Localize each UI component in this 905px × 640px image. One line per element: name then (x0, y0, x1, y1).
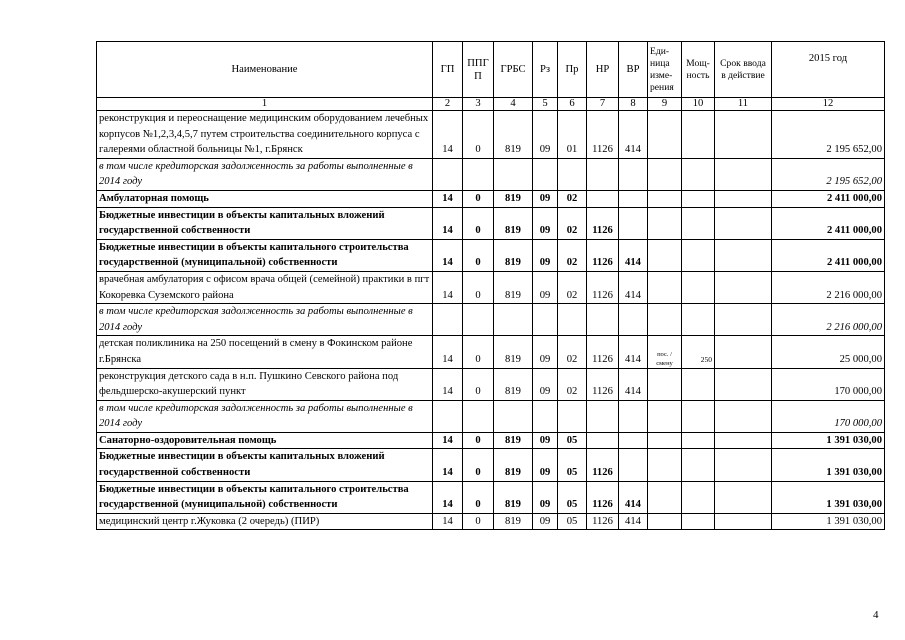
cell-nr: 1126 (587, 481, 619, 513)
cell-nr: 1126 (587, 239, 619, 271)
header-ppgp-line1: ППГ (467, 57, 489, 69)
cell-unit (648, 158, 682, 190)
column-number: 7 (587, 98, 619, 111)
cell-rz: 09 (533, 271, 558, 303)
cell-ppgp: 0 (463, 449, 494, 481)
cell-nr (587, 158, 619, 190)
row-name: Санаторно-оздоровительная помощь (97, 432, 433, 449)
cell-gp: 14 (433, 368, 463, 400)
cell-ppgp (463, 400, 494, 432)
column-number: 2 (433, 98, 463, 111)
table-row (97, 207, 885, 239)
cell-nr: 1126 (587, 336, 619, 368)
header-term (715, 42, 772, 98)
header-pr: Пр (558, 42, 587, 98)
cell-grbs: 819 (494, 336, 533, 368)
table-row (97, 481, 885, 513)
row-name: в том числе кредиторская задолженность за работы выполненные в 2014 году (97, 304, 433, 336)
cell-grbs (494, 158, 533, 190)
row-name: детская поликлиника на 250 посещений в смену в Фокинском районе г.Брянска (97, 336, 433, 368)
cell-pr: 02 (558, 190, 587, 207)
cell-gp (433, 400, 463, 432)
cell-gp: 14 (433, 513, 463, 530)
row-name: врачебная амбулатория с офисом врача общей (семейной) практики в пгт Кокоревка Суземского района (97, 271, 433, 303)
row-name: в том числе кредиторская задолженность за работы выполненные в 2014 году (97, 400, 433, 432)
cell-power (682, 481, 715, 513)
cell-nr: 1126 (587, 271, 619, 303)
cell-ppgp: 0 (463, 513, 494, 530)
cell-ppgp: 0 (463, 190, 494, 207)
cell-power (682, 207, 715, 239)
cell-vr: 414 (619, 513, 648, 530)
cell-unit (648, 400, 682, 432)
table-row (97, 449, 885, 481)
row-name: Бюджетные инвестиции в объекты капитального строительства государственной (муниципальной) собственности (97, 239, 433, 271)
cell-grbs: 819 (494, 368, 533, 400)
column-number: 3 (463, 98, 494, 111)
cell-ppgp (463, 158, 494, 190)
cell-gp: 14 (433, 239, 463, 271)
cell-power (682, 368, 715, 400)
cell-term (715, 207, 772, 239)
cell-amount: 2 411 000,00 (772, 239, 885, 271)
header-nr: НР (587, 42, 619, 98)
column-number: 6 (558, 98, 587, 111)
table-row (97, 111, 885, 159)
table-row (97, 513, 885, 530)
cell-rz: 09 (533, 449, 558, 481)
cell-pr (558, 400, 587, 432)
cell-gp (433, 158, 463, 190)
table-row (97, 271, 885, 303)
cell-rz: 09 (533, 432, 558, 449)
cell-term (715, 432, 772, 449)
cell-amount: 2 411 000,00 (772, 190, 885, 207)
cell-gp: 14 (433, 336, 463, 368)
cell-ppgp: 0 (463, 336, 494, 368)
cell-term (715, 336, 772, 368)
cell-term (715, 158, 772, 190)
cell-amount: 170 000,00 (772, 368, 885, 400)
column-number: 5 (533, 98, 558, 111)
cell-grbs: 819 (494, 481, 533, 513)
cell-vr: 414 (619, 239, 648, 271)
cell-amount: 2 195 652,00 (772, 111, 885, 159)
cell-gp (433, 304, 463, 336)
header-gp: ГП (433, 42, 463, 98)
cell-vr (619, 432, 648, 449)
cell-ppgp: 0 (463, 239, 494, 271)
cell-nr: 1126 (587, 513, 619, 530)
cell-unit (648, 368, 682, 400)
cell-ppgp: 0 (463, 481, 494, 513)
cell-vr (619, 400, 648, 432)
cell-power (682, 449, 715, 481)
cell-rz: 09 (533, 111, 558, 159)
cell-term (715, 449, 772, 481)
cell-pr: 05 (558, 513, 587, 530)
budget-table (96, 41, 885, 530)
cell-grbs: 819 (494, 271, 533, 303)
cell-term (715, 239, 772, 271)
table-row (97, 432, 885, 449)
cell-grbs (494, 400, 533, 432)
cell-grbs (494, 304, 533, 336)
cell-amount: 25 000,00 (772, 336, 885, 368)
cell-grbs: 819 (494, 432, 533, 449)
cell-grbs: 819 (494, 111, 533, 159)
cell-vr: 414 (619, 111, 648, 159)
cell-term (715, 400, 772, 432)
cell-rz: 09 (533, 190, 558, 207)
cell-pr: 01 (558, 111, 587, 159)
cell-term (715, 271, 772, 303)
row-name: Амбулаторная помощь (97, 190, 433, 207)
table-row (97, 158, 885, 190)
cell-ppgp: 0 (463, 432, 494, 449)
cell-pr: 02 (558, 207, 587, 239)
cell-gp: 14 (433, 432, 463, 449)
cell-ppgp: 0 (463, 368, 494, 400)
cell-term (715, 513, 772, 530)
cell-unit (648, 190, 682, 207)
cell-vr: 414 (619, 271, 648, 303)
cell-rz (533, 400, 558, 432)
cell-vr: 414 (619, 481, 648, 513)
cell-unit (648, 304, 682, 336)
cell-grbs: 819 (494, 190, 533, 207)
cell-grbs: 819 (494, 513, 533, 530)
cell-gp: 14 (433, 190, 463, 207)
cell-amount: 1 391 030,00 (772, 432, 885, 449)
cell-amount: 170 000,00 (772, 400, 885, 432)
cell-pr: 02 (558, 271, 587, 303)
cell-unit (648, 432, 682, 449)
cell-nr (587, 190, 619, 207)
row-name: реконструкция и переоснащение медицинским оборудованием лечебных корпусов №1,2,3,4,5,7 путем строительства соединительного корпуса с галереями областной больницы №1, г.Брянск (97, 111, 433, 159)
cell-ppgp (463, 304, 494, 336)
column-number: 9 (648, 98, 682, 111)
header-rz: Рз (533, 42, 558, 98)
cell-term (715, 111, 772, 159)
cell-vr (619, 304, 648, 336)
cell-term (715, 190, 772, 207)
cell-nr (587, 400, 619, 432)
cell-vr (619, 158, 648, 190)
header-power (682, 42, 715, 98)
cell-unit (648, 271, 682, 303)
cell-amount: 2 216 000,00 (772, 304, 885, 336)
page-number: 4 (873, 609, 879, 621)
header-power-line1: Мощ- (686, 57, 710, 69)
cell-unit (648, 481, 682, 513)
header-grbs: ГРБС (494, 42, 533, 98)
cell-vr: 414 (619, 368, 648, 400)
header-term-line2: в действие (721, 69, 765, 81)
cell-unit (648, 513, 682, 530)
row-name: Бюджетные инвестиции в объекты капитальных вложений государственной собственности (97, 207, 433, 239)
cell-unit (648, 111, 682, 159)
cell-rz: 09 (533, 207, 558, 239)
header-unit-line1: Еди- (650, 45, 670, 57)
row-name: Бюджетные инвестиции в объекты капитальных вложений государственной собственности (97, 449, 433, 481)
cell-power (682, 400, 715, 432)
cell-nr: 1126 (587, 368, 619, 400)
cell-power (682, 111, 715, 159)
cell-unit (648, 239, 682, 271)
column-number: 1 (97, 98, 433, 111)
table-row (97, 368, 885, 400)
cell-rz: 09 (533, 239, 558, 271)
cell-grbs: 819 (494, 207, 533, 239)
row-name: реконструкция детского сада в н.п. Пушкино Севского района под фельдшерско-акушерский пункт (97, 368, 433, 400)
cell-gp: 14 (433, 111, 463, 159)
cell-nr (587, 304, 619, 336)
cell-unit (648, 449, 682, 481)
cell-rz: 09 (533, 336, 558, 368)
cell-amount: 2 216 000,00 (772, 271, 885, 303)
cell-rz: 09 (533, 368, 558, 400)
column-number: 10 (682, 98, 715, 111)
column-number: 4 (494, 98, 533, 111)
cell-ppgp: 0 (463, 207, 494, 239)
cell-pr: 02 (558, 336, 587, 368)
column-number: 11 (715, 98, 772, 111)
cell-term (715, 481, 772, 513)
cell-power (682, 158, 715, 190)
cell-power (682, 271, 715, 303)
cell-pr (558, 304, 587, 336)
cell-vr (619, 449, 648, 481)
cell-pr: 02 (558, 239, 587, 271)
cell-amount: 2 195 652,00 (772, 158, 885, 190)
header-power-line2: ность (686, 69, 710, 81)
cell-grbs: 819 (494, 239, 533, 271)
cell-gp: 14 (433, 481, 463, 513)
cell-grbs: 819 (494, 449, 533, 481)
cell-nr (587, 432, 619, 449)
cell-amount: 1 391 030,00 (772, 481, 885, 513)
cell-vr (619, 190, 648, 207)
cell-power (682, 239, 715, 271)
cell-term (715, 304, 772, 336)
table-row (97, 239, 885, 271)
cell-amount: 2 411 000,00 (772, 207, 885, 239)
cell-pr: 05 (558, 449, 587, 481)
cell-nr: 1126 (587, 111, 619, 159)
cell-gp: 14 (433, 207, 463, 239)
cell-amount: 1 391 030,00 (772, 449, 885, 481)
header-ppgp (463, 42, 494, 98)
table-row (97, 304, 885, 336)
header-ppgp-line2: П (474, 70, 482, 82)
cell-unit (648, 207, 682, 239)
cell-rz: 09 (533, 513, 558, 530)
cell-power: 250 (682, 336, 715, 368)
cell-unit: пос. / смену (648, 336, 682, 368)
header-unit-line2: ница (650, 57, 670, 69)
cell-nr: 1126 (587, 449, 619, 481)
cell-pr: 05 (558, 481, 587, 513)
cell-nr: 1126 (587, 207, 619, 239)
column-number: 12 (772, 98, 885, 111)
row-name: Бюджетные инвестиции в объекты капитального строительства государственной (муниципальной) собственности (97, 481, 433, 513)
cell-vr (619, 207, 648, 239)
row-name: медицинский центр г.Жуковка (2 очередь) (ПИР) (97, 513, 433, 530)
row-name: в том числе кредиторская задолженность за работы выполненные в 2014 году (97, 158, 433, 190)
cell-rz: 09 (533, 481, 558, 513)
header-unit-line4: рения (650, 81, 674, 93)
header-vr: ВР (619, 42, 648, 98)
cell-pr: 05 (558, 432, 587, 449)
cell-power (682, 190, 715, 207)
cell-power (682, 432, 715, 449)
header-name: Наименование (97, 42, 433, 98)
column-number-row (97, 98, 885, 111)
cell-gp: 14 (433, 271, 463, 303)
cell-pr (558, 158, 587, 190)
cell-ppgp: 0 (463, 271, 494, 303)
header-year: 2015 год (772, 42, 885, 98)
header-unit (648, 42, 682, 98)
cell-rz (533, 304, 558, 336)
cell-power (682, 513, 715, 530)
header-row (97, 42, 885, 98)
cell-term (715, 368, 772, 400)
header-unit-line3: изме- (650, 69, 673, 81)
cell-vr: 414 (619, 336, 648, 368)
cell-rz (533, 158, 558, 190)
cell-amount: 1 391 030,00 (772, 513, 885, 530)
cell-pr: 02 (558, 368, 587, 400)
table-row (97, 190, 885, 207)
cell-ppgp: 0 (463, 111, 494, 159)
cell-gp: 14 (433, 449, 463, 481)
column-number: 8 (619, 98, 648, 111)
table-row (97, 400, 885, 432)
table-row (97, 336, 885, 368)
header-term-line1: Срок ввода (720, 57, 766, 69)
cell-power (682, 304, 715, 336)
